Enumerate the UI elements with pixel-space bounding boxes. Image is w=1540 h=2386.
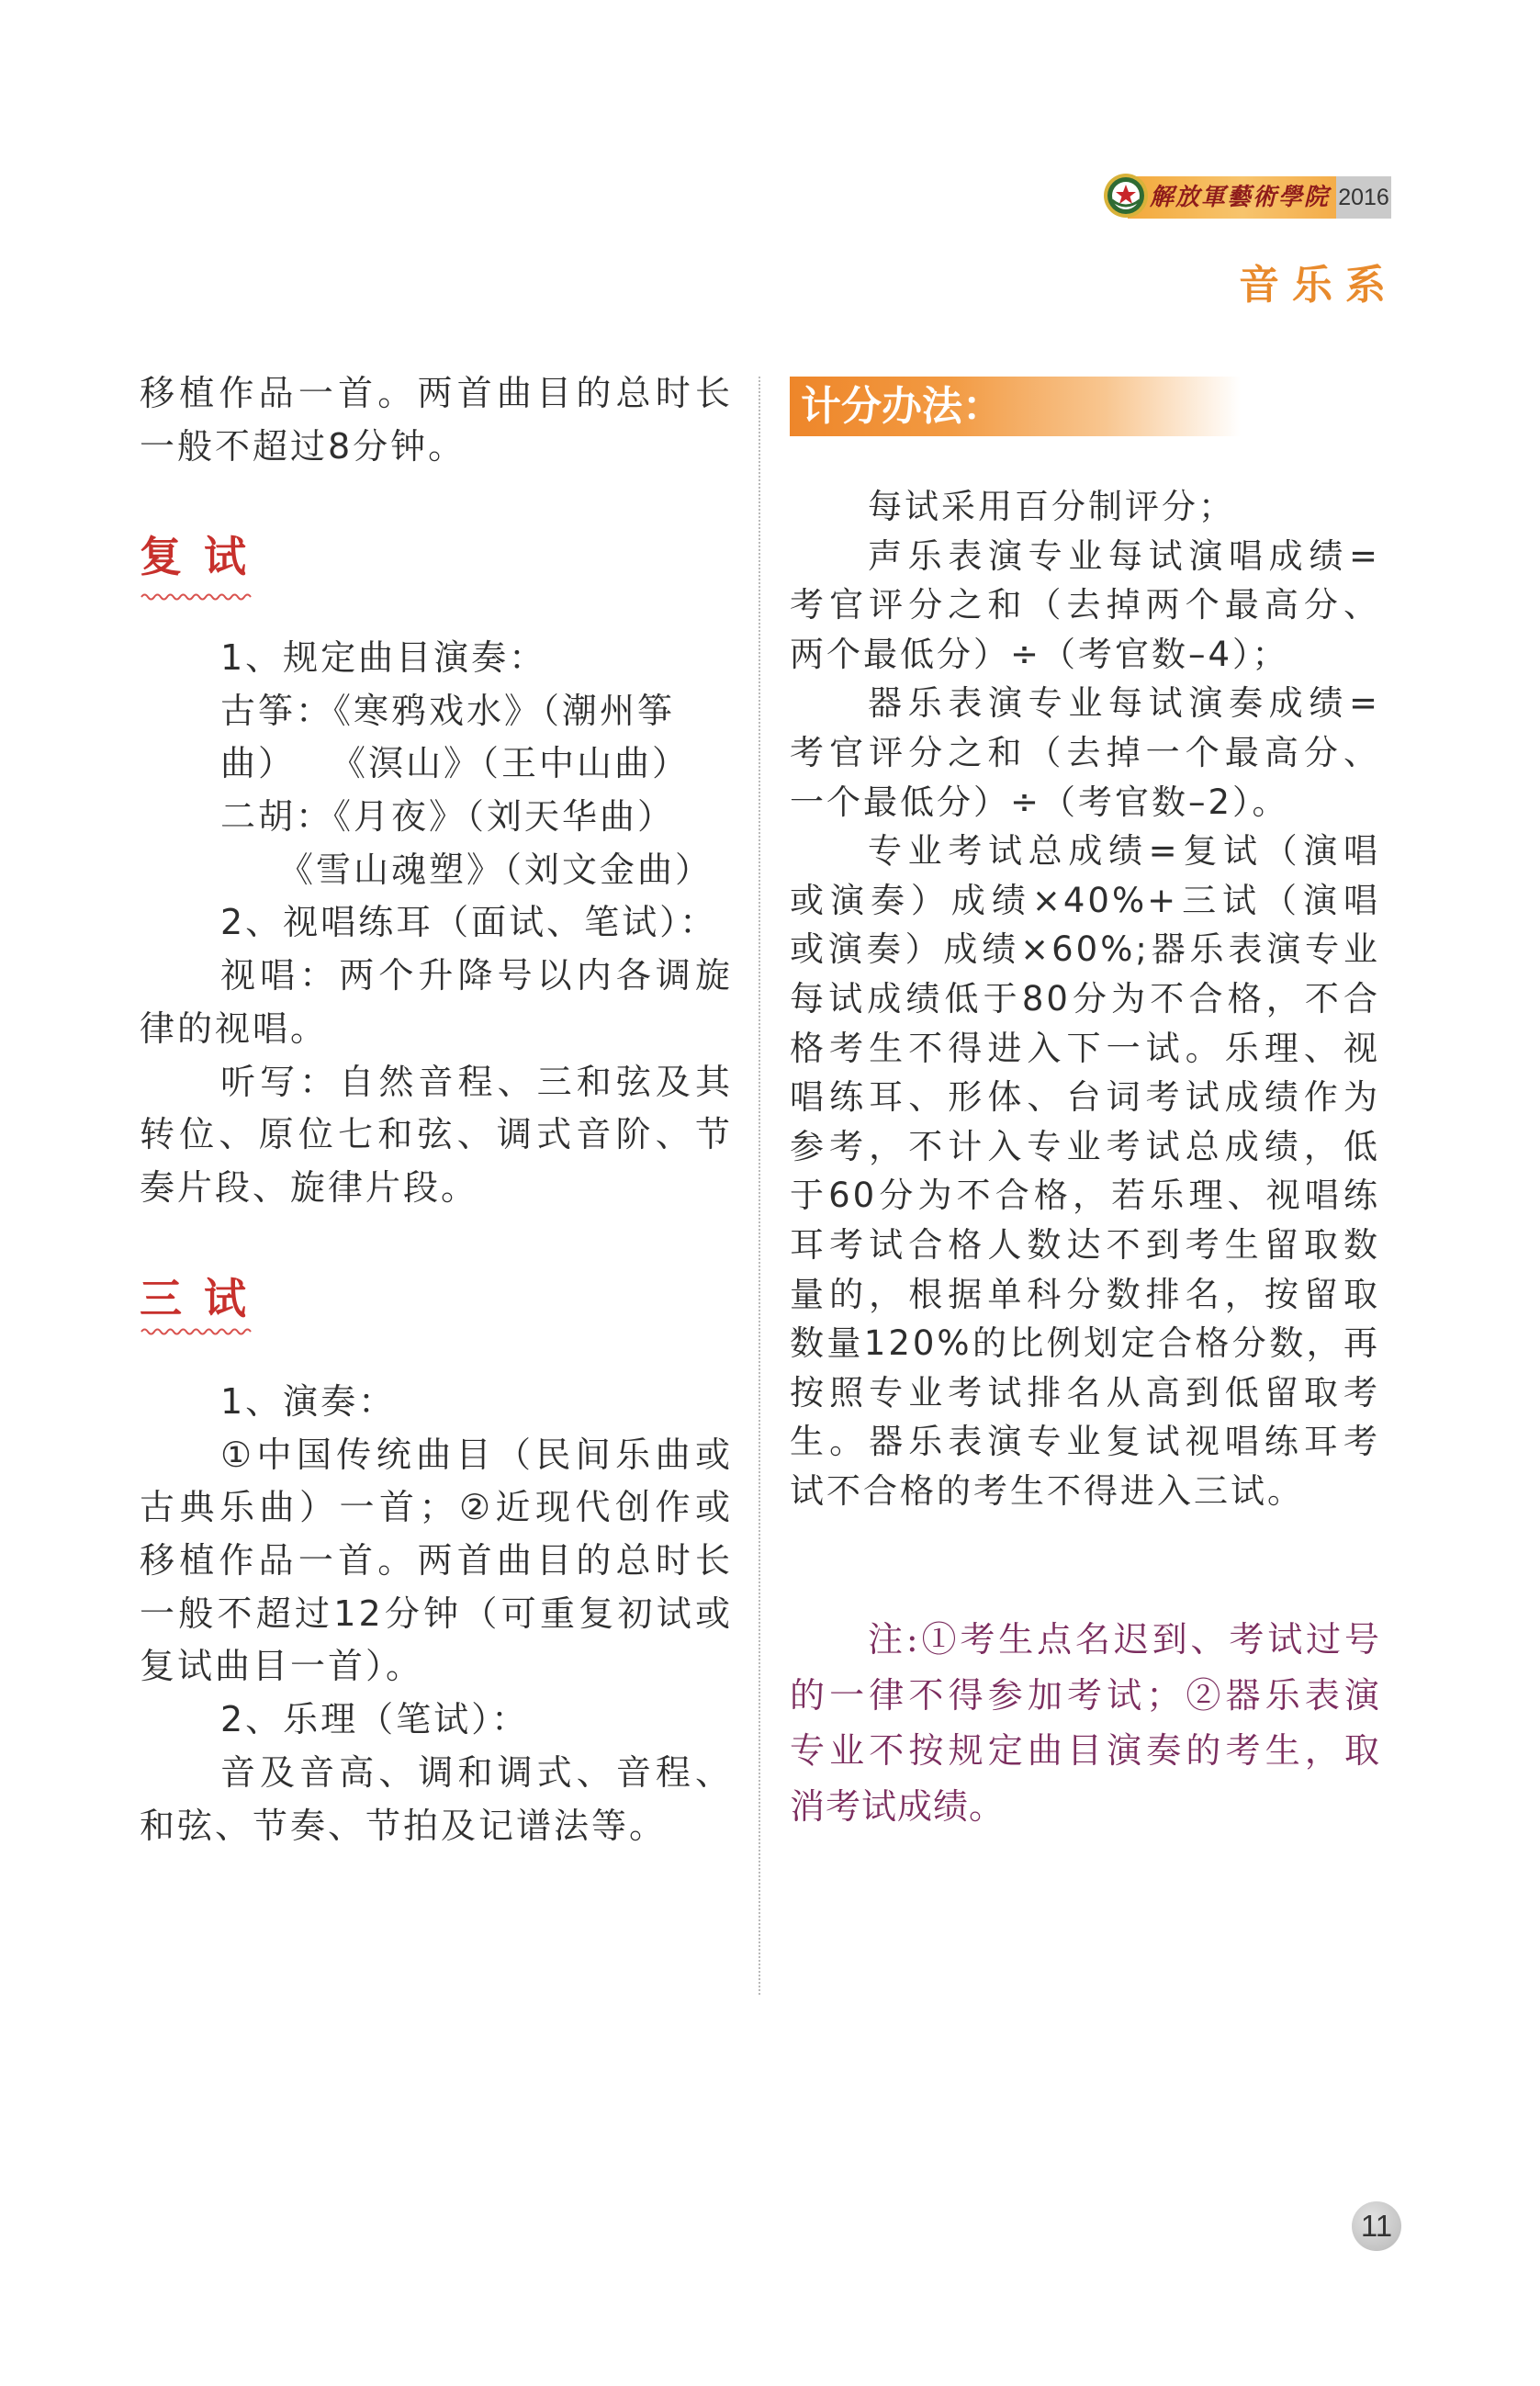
text-line: 古筝：《寒鸦戏水》（潮州筝曲）	[220, 690, 676, 784]
text-line: 复试曲目一首）。	[140, 1646, 424, 1687]
text-line: 移植作品一首。两首曲目的总时长	[140, 373, 733, 413]
text-line: 1、演奏：	[220, 1381, 397, 1422]
fushi-content	[140, 632, 733, 1215]
text-line: 《溟山》（王中山曲）	[331, 743, 691, 784]
text-line: 2、乐理（笔试）：	[220, 1699, 530, 1740]
sanshi-content	[140, 1376, 733, 1852]
text-line: 声乐表演专业每试演唱成绩=	[868, 535, 1380, 576]
text-line: 和弦、节奏、节拍及记谱法等。	[140, 1805, 668, 1846]
text-line: 一般不超过12分钟（可重复初试或	[140, 1593, 733, 1634]
academy-emblem-icon	[1103, 173, 1149, 219]
text-line: 或演奏）成绩×40%+三试（演唱	[790, 880, 1380, 920]
note-line: 的一律不得参加考试；②器乐表演	[790, 1674, 1380, 1716]
text-line: ①中国传统曲目（民间乐曲或	[220, 1434, 733, 1475]
text-line: 试不合格的考生不得进入三试。	[790, 1470, 1304, 1511]
text-line: 转位、原位七和弦、调式音阶、节	[140, 1114, 733, 1155]
year-badge: 2016	[1336, 176, 1391, 219]
section-heading-sanshi: 三 试	[140, 1274, 251, 1323]
text-line: 两个最低分）÷（考官数–4）；	[790, 634, 1289, 674]
text-line: 古典乐曲）一首；②近现代创作或	[140, 1487, 733, 1528]
text-line: 格考生不得进入下一试。乐理、视	[790, 1028, 1380, 1068]
text-line: 于60分为不合格，若乐理、视唱练	[790, 1176, 1380, 1216]
institution-banner: 解放軍藝術學院	[1128, 176, 1336, 219]
text-line: 听写：自然音程、三和弦及其	[220, 1061, 733, 1102]
wavy-underline	[140, 1324, 257, 1339]
scoring-heading: 计分办法：	[790, 377, 1241, 436]
text-line: 耳考试合格人数达不到考生留取数	[790, 1224, 1380, 1265]
column-divider	[759, 377, 760, 1995]
text-line: 音及音高、调和调式、音程、	[220, 1751, 733, 1793]
text-line: 数量120%的比例划定合格分数，再	[790, 1323, 1380, 1364]
note-line: 消考试成绩。	[790, 1785, 1006, 1827]
text-line: 律的视唱。	[140, 1007, 329, 1049]
text-line: 1、规定曲目演奏：	[220, 637, 547, 678]
note-line: 专业不按规定曲目演奏的考生，取	[790, 1730, 1380, 1772]
text-line: 每试采用百分制评分；	[868, 487, 1235, 526]
continued-paragraph	[140, 367, 733, 473]
note-line: 注:①考生点名迟到、考试过号	[868, 1619, 1380, 1660]
text-line: 一个最低分）÷（考官数–2）。	[790, 782, 1289, 822]
text-line: 《雪山魂塑》（刘文金曲）	[278, 849, 714, 890]
text-line: 一般不超过8分钟。	[140, 425, 466, 467]
text-line: 2、视唱练耳（面试、笔试）：	[220, 902, 718, 943]
text-line: 按照专业考试排名从高到低留取考	[790, 1372, 1380, 1412]
text-line: 奏片段、旋律片段。	[140, 1166, 479, 1208]
text-line: 考官评分之和（去掉两个最高分、	[790, 585, 1380, 625]
text-line: 参考，不计入专业考试总成绩，低	[790, 1126, 1380, 1166]
text-line: 每试成绩低于80分为不合格，不合	[790, 978, 1380, 1019]
text-line: 二胡：《月夜》（刘天华曲）	[220, 796, 676, 838]
scoring-content	[790, 482, 1380, 1515]
text-line: 器乐表演专业每试演奏成绩=	[868, 683, 1380, 724]
text-line: 唱练耳、形体、台词考试成绩作为	[790, 1077, 1380, 1118]
text-line: 专业考试总成绩=复试（演唱	[868, 831, 1380, 872]
section-heading-fushi: 复 试	[140, 532, 251, 581]
text-line: 考官评分之和（去掉一个最高分、	[790, 732, 1380, 772]
text-line: 生。器乐表演专业复试视唱练耳考	[790, 1422, 1380, 1462]
text-line: 量的，根据单科分数排名，按留取	[790, 1274, 1380, 1314]
text-line: 移植作品一首。两首曲目的总时长	[140, 1540, 733, 1581]
page-number: 11	[1352, 2201, 1401, 2251]
text-line: 视唱：两个升降号以内各调旋	[220, 955, 733, 996]
note-block	[790, 1612, 1380, 1834]
wavy-underline	[140, 590, 257, 604]
text-line: 或演奏）成绩×60%;器乐表演专业	[790, 929, 1380, 970]
department-title: 音乐系	[1239, 262, 1399, 309]
